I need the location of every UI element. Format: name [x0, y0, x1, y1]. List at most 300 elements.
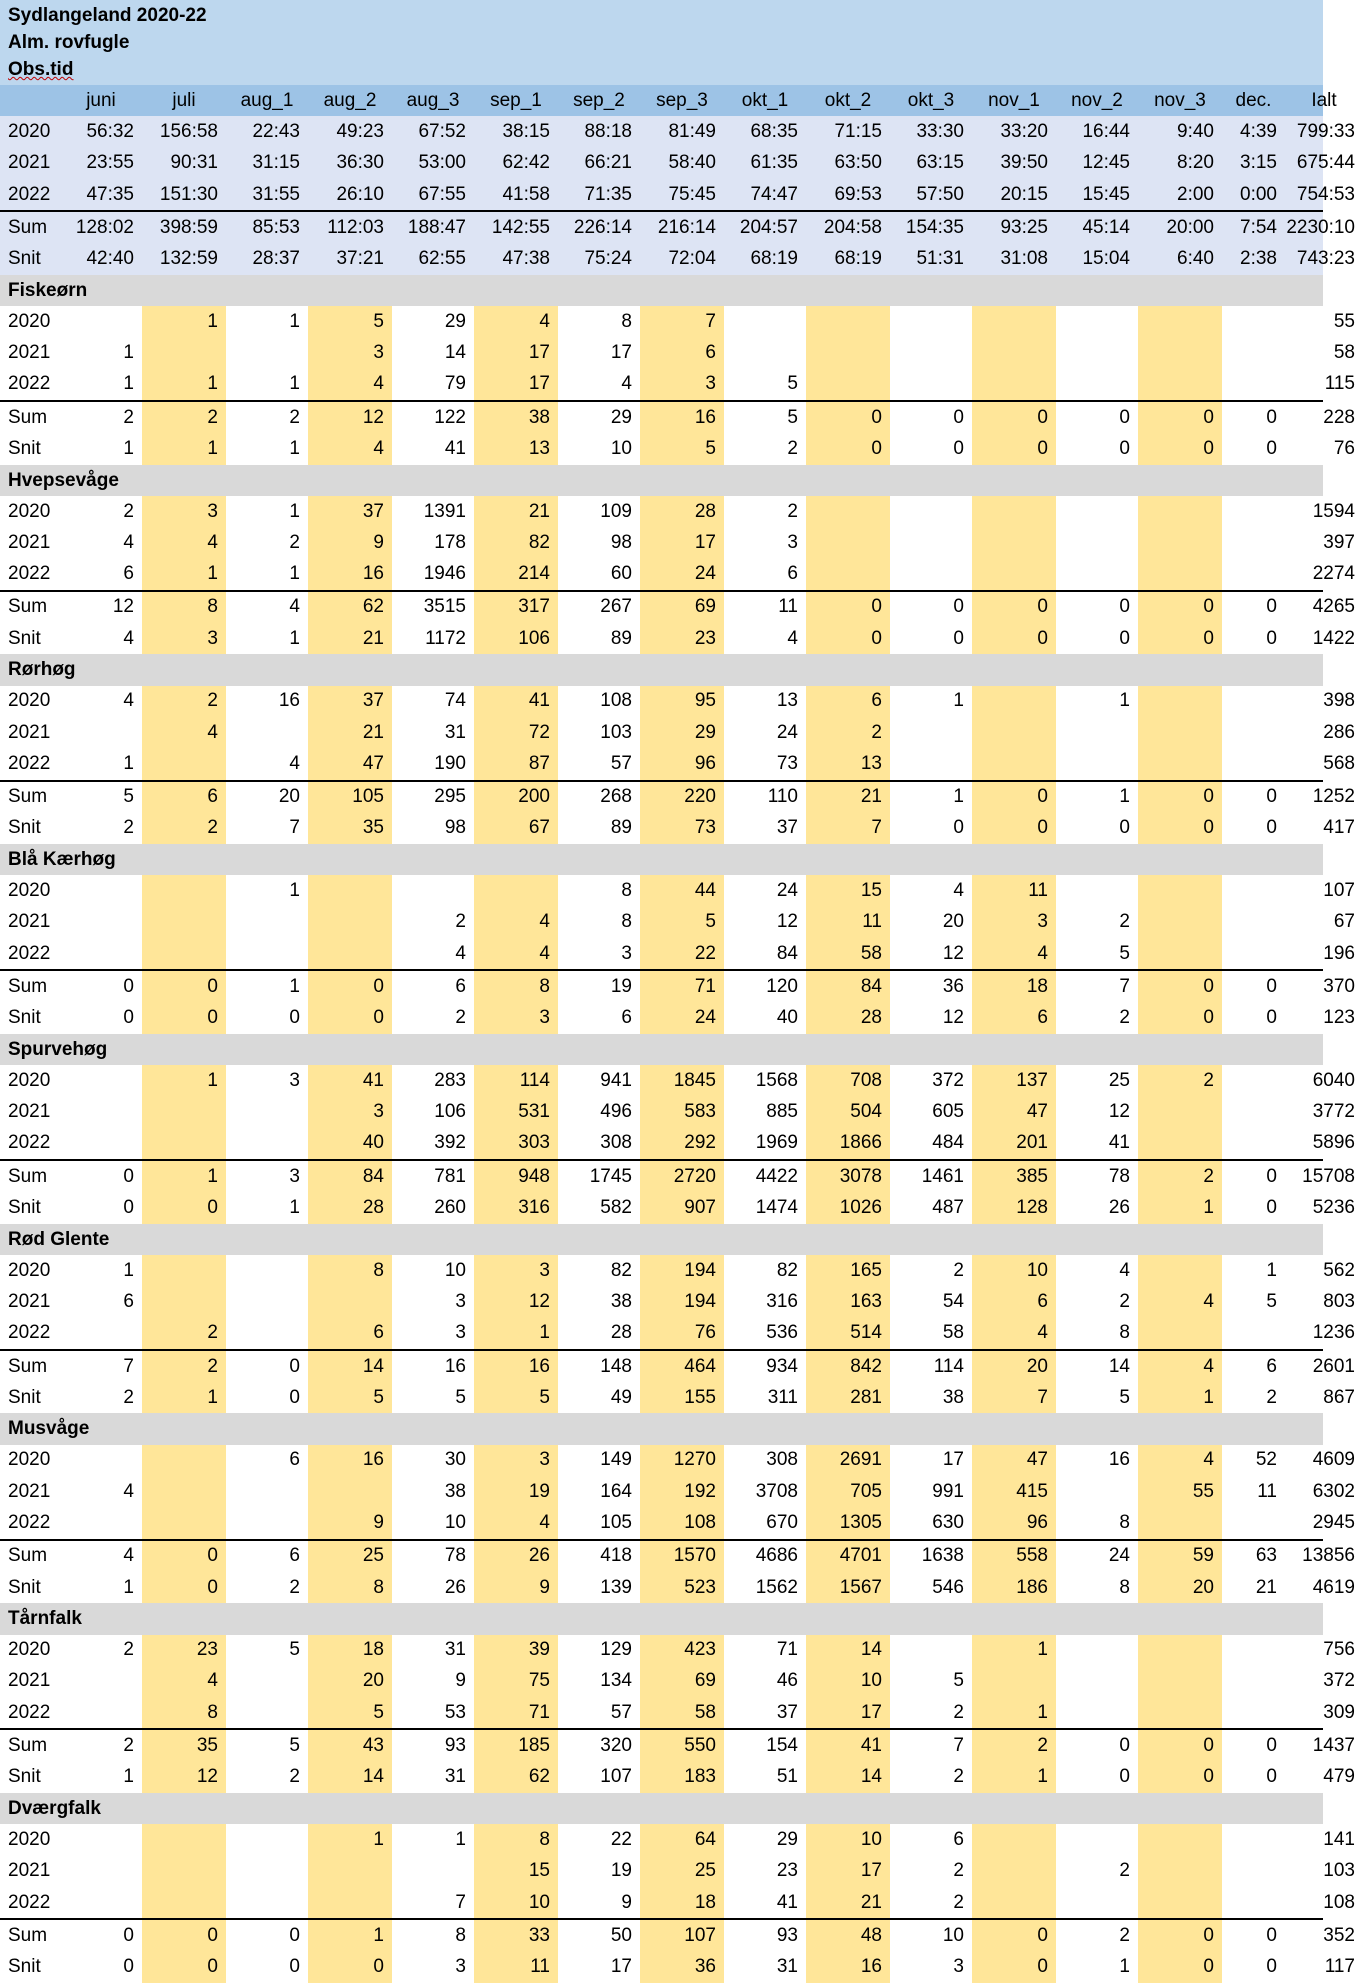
cell-juli [142, 1507, 226, 1538]
cell-aug-2 [308, 938, 392, 969]
cell-ialt: 6040 [1312, 1069, 1355, 1091]
cell-okt-3: 20 [942, 911, 964, 933]
cell-okt-2: 6 [806, 686, 890, 717]
cell-nov-1: 385 [972, 1161, 1056, 1192]
cell-nov-3 [1138, 527, 1222, 558]
cell-sep-1: 317 [474, 592, 558, 623]
cell-aug-2: 16 [308, 558, 392, 589]
cell-ialt: 15708 [1302, 1165, 1355, 1187]
cell-nov-2 [1056, 337, 1138, 368]
cell-aug-3: 260 [434, 1197, 466, 1219]
cell-juni: 1 [123, 752, 134, 774]
cell-sep-3: 1845 [640, 1065, 724, 1096]
cell-juni: 0 [123, 1956, 134, 1978]
cell-aug-3: 3 [455, 1290, 466, 1312]
cell-okt-2: 69:53 [834, 183, 882, 205]
cell-aug-3: 178 [434, 531, 466, 553]
row-label: 2022 [8, 183, 51, 205]
species-row-2022 [0, 1887, 1355, 1918]
cell-ialt: 5896 [1312, 1132, 1355, 1154]
cell-nov-2: 8 [1119, 1512, 1130, 1533]
cell-aug-2: 4 [308, 433, 392, 464]
cell-aug-1: 31:15 [252, 152, 300, 174]
cell-okt-3: 54 [942, 1290, 964, 1312]
cell-sep-3: 155 [640, 1382, 724, 1413]
row-label: 2021 [8, 152, 51, 174]
cell-aug-2: 5 [308, 1382, 392, 1413]
species-heading: Hvepsevåge [0, 465, 1323, 496]
cell-juli: 2 [142, 813, 226, 844]
row-label: 2020 [8, 500, 51, 522]
row-label: 2020 [8, 1259, 51, 1281]
cell-okt-2 [806, 558, 890, 589]
cell-nov-3: 0 [1138, 1952, 1222, 1983]
cell-sep-3: 1270 [640, 1445, 724, 1476]
cell-aug-2 [308, 1856, 392, 1887]
cell-ialt: 107 [1323, 880, 1355, 902]
cell-nov-2: 12 [1108, 1101, 1130, 1123]
cell-aug-2: 37 [308, 496, 392, 527]
cell-juni: 4 [123, 1480, 134, 1502]
cell-nov-2 [1056, 1697, 1138, 1728]
cell-aug-1: 1 [289, 437, 300, 459]
cell-okt-3: 2 [953, 1891, 964, 1913]
cell-okt-3: 0 [953, 406, 964, 428]
species-heading: Rørhøg [0, 654, 1323, 685]
cell-okt-3: 484 [932, 1132, 964, 1154]
cell-sep-2: 98 [610, 531, 632, 553]
cell-ialt: 398 [1323, 690, 1355, 712]
cell-aug-1 [226, 1476, 308, 1507]
cell-aug-3: 29 [444, 310, 466, 332]
cell-okt-2: 842 [806, 1351, 890, 1382]
cell-juni: 42:40 [86, 248, 134, 270]
cell-okt-1: 2 [787, 437, 798, 459]
species-row-2021 [0, 907, 1355, 938]
cell-aug-2: 84 [308, 1161, 392, 1192]
cell-okt-3: 12 [942, 1007, 964, 1029]
cell-sep-1: 67 [474, 813, 558, 844]
cell-nov-3 [1138, 686, 1222, 717]
row-label: Sum [8, 1355, 48, 1377]
cell-sep-2: 1745 [589, 1165, 632, 1187]
cell-okt-2: 1866 [806, 1128, 890, 1159]
cell-ialt: 756 [1323, 1639, 1355, 1661]
cell-okt-2: 17 [806, 1697, 890, 1728]
row-label: 2022 [8, 1701, 51, 1723]
cell-nov-3 [1138, 1097, 1222, 1128]
cell-nov-3: 0 [1138, 592, 1222, 623]
cell-sep-2: 82 [610, 1259, 632, 1281]
cell-sep-2: 308 [600, 1132, 632, 1154]
cell-nov-3: 2 [1138, 1065, 1222, 1096]
cell-okt-1: 6 [787, 563, 798, 585]
cell-okt-3 [890, 496, 972, 527]
cell-aug-2: 4 [308, 369, 392, 400]
cell-dec-: 0 [1266, 786, 1277, 808]
cell-okt-1: 934 [766, 1355, 798, 1377]
cell-okt-2: 84 [806, 971, 890, 1002]
cell-nov-3: 55 [1138, 1476, 1222, 1507]
row-label: 2020 [8, 1828, 51, 1850]
cell-aug-1 [226, 1255, 308, 1286]
cell-nov-1: 0 [972, 1920, 1056, 1951]
cell-nov-2: 0 [1119, 1735, 1130, 1757]
cell-okt-3: 1 [953, 690, 964, 712]
cell-sep-3: 58:40 [668, 152, 716, 174]
cell-aug-2: 3 [308, 337, 392, 368]
cell-sep-3: 292 [640, 1128, 724, 1159]
cell-nov-1 [972, 306, 1056, 337]
species-row-2021 [0, 337, 1355, 368]
cell-ialt: 352 [1323, 1924, 1355, 1946]
cell-aug-1 [226, 1286, 308, 1317]
cell-juli [142, 1286, 226, 1317]
cell-juli [142, 337, 226, 368]
row-label: Snit [8, 248, 41, 270]
cell-okt-1: 61:35 [750, 152, 798, 174]
cell-ialt: 108 [1323, 1891, 1355, 1913]
cell-juni [60, 1097, 142, 1128]
cell-okt-1: 41 [776, 1891, 798, 1913]
cell-nov-3 [1138, 717, 1222, 748]
cell-okt-2 [806, 306, 890, 337]
cell-aug-3 [392, 1856, 474, 1887]
species-row-sum [0, 1918, 1355, 1951]
row-label: 2021 [8, 721, 51, 743]
cell-nov-2 [1056, 527, 1138, 558]
cell-aug-1 [226, 1856, 308, 1887]
cell-sep-1: 41:58 [502, 183, 550, 205]
cell-aug-1: 1 [289, 975, 300, 997]
cell-sep-1: 531 [474, 1097, 558, 1128]
cell-juni [60, 1887, 142, 1918]
cell-ialt: 2230:10 [1286, 216, 1355, 238]
cell-sep-3: 44 [640, 875, 724, 906]
species-heading: Tårnfalk [0, 1603, 1323, 1634]
cell-juni: 1 [123, 1766, 134, 1788]
cell-juli: 6 [142, 782, 226, 813]
cell-juli: 1 [142, 1382, 226, 1413]
cell-sep-3: 69 [640, 592, 724, 623]
cell-ialt: 417 [1323, 817, 1355, 839]
cell-okt-2: 514 [806, 1318, 890, 1349]
cell-aug-3: 3 [455, 1322, 466, 1344]
cell-sep-1: 21 [474, 496, 558, 527]
species-row-2021 [0, 1666, 1355, 1697]
cell-dec- [1222, 1824, 1285, 1855]
cell-aug-1 [226, 1128, 308, 1159]
cell-aug-2 [308, 1887, 392, 1918]
cell-nov-1: 10 [972, 1255, 1056, 1286]
cell-aug-3: 74 [444, 690, 466, 712]
cell-ialt: 117 [1324, 1956, 1355, 1978]
cell-juli [142, 1824, 226, 1855]
cell-sep-1: 1 [474, 1318, 558, 1349]
row-label: Sum [8, 1735, 48, 1757]
cell-nov-3 [1138, 907, 1222, 938]
cell-aug-1 [226, 717, 308, 748]
cell-dec- [1222, 1697, 1285, 1728]
cell-okt-2: 63:50 [834, 152, 882, 174]
row-label: 2022 [8, 752, 51, 774]
species-row-sum [0, 590, 1355, 623]
cell-okt-2: 4701 [806, 1541, 890, 1572]
cell-okt-1: 110 [767, 786, 798, 808]
cell-dec-: 0 [1266, 1956, 1277, 1978]
row-label: 2021 [8, 1480, 51, 1502]
species-row-2021 [0, 1286, 1355, 1317]
cell-nov-3 [1138, 1255, 1222, 1286]
cell-nov-1: 3 [972, 907, 1056, 938]
cell-aug-2: 20 [308, 1666, 392, 1697]
cell-sep-2: 60 [610, 563, 632, 585]
cell-ialt: 309 [1323, 1701, 1355, 1723]
cell-juli: 1 [142, 306, 226, 337]
cell-nov-3 [1138, 938, 1222, 969]
cell-sep-1 [474, 875, 558, 906]
species-row-sum [0, 1349, 1355, 1382]
cell-sep-3: 550 [640, 1730, 724, 1761]
cell-sep-2: 320 [600, 1735, 632, 1757]
cell-okt-3: 2 [953, 1766, 964, 1788]
cell-dec- [1222, 527, 1285, 558]
cell-aug-3: 31 [444, 1639, 466, 1661]
cell-sep-2: 8 [621, 911, 632, 933]
cell-dec-: 0 [1266, 627, 1277, 649]
cell-juni: 2 [123, 500, 134, 522]
cell-juli [142, 748, 226, 779]
cell-okt-2: 28 [806, 1003, 890, 1034]
cell-okt-1: 24 [776, 721, 798, 743]
cell-juni: 0 [123, 1007, 134, 1029]
cell-ialt: 2945 [1312, 1512, 1355, 1533]
cell-nov-1: 47 [972, 1445, 1056, 1476]
row-label: 2022 [8, 563, 51, 585]
cell-sep-3: 6 [640, 337, 724, 368]
cell-sep-2: 109 [600, 500, 632, 522]
cell-sep-1: 8 [474, 1824, 558, 1855]
species-row-2020 [0, 1635, 1355, 1666]
cell-dec-: 11 [1257, 1480, 1277, 1502]
cell-nov-2 [1056, 306, 1138, 337]
cell-nov-3 [1138, 1887, 1222, 1918]
species-row-snit [0, 1572, 1355, 1603]
cell-sep-2: 164 [600, 1480, 632, 1502]
cell-sep-2: 268 [600, 786, 632, 808]
cell-nov-2: 1 [1119, 1956, 1130, 1978]
cell-sep-3: 18 [640, 1887, 724, 1918]
column-header-juni: juni [86, 89, 116, 111]
cell-juni [60, 1318, 142, 1349]
cell-dec- [1222, 1318, 1285, 1349]
cell-sep-3: 69 [640, 1666, 724, 1697]
cell-nov-3 [1138, 369, 1222, 400]
cell-juli: 1 [142, 558, 226, 589]
cell-nov-3: 2 [1138, 1161, 1222, 1192]
cell-aug-2: 14 [308, 1351, 392, 1382]
cell-aug-2: 40 [308, 1128, 392, 1159]
cell-sep-3: 2720 [640, 1161, 724, 1192]
cell-sep-1: 39 [474, 1635, 558, 1666]
cell-aug-2: 21 [308, 623, 392, 654]
cell-okt-1: 4686 [755, 1545, 798, 1567]
cell-aug-3: 67:55 [418, 183, 466, 205]
cell-aug-3: 8 [455, 1924, 466, 1946]
cell-juni: 0 [123, 1165, 134, 1187]
cell-juni [60, 907, 142, 938]
cell-juli: 0 [142, 1920, 226, 1951]
cell-okt-3: 33:30 [916, 120, 964, 142]
cell-dec-: 2 [1266, 1386, 1277, 1408]
cell-dec-: 2:38 [1240, 248, 1277, 270]
cell-sep-3: 72:04 [668, 248, 716, 270]
cell-okt-3: 372 [932, 1069, 964, 1091]
cell-okt-2: 17 [806, 1856, 890, 1887]
cell-sep-2: 941 [600, 1069, 632, 1091]
cell-dec- [1222, 1887, 1285, 1918]
cell-nov-2: 25 [1108, 1069, 1130, 1091]
cell-sep-3: 58 [640, 1697, 724, 1728]
cell-dec- [1222, 1097, 1285, 1128]
cell-okt-3 [890, 527, 972, 558]
cell-ialt: 867 [1323, 1386, 1355, 1408]
cell-aug-1: 1 [289, 880, 300, 902]
cell-nov-3 [1138, 1507, 1222, 1538]
cell-dec-: 6 [1266, 1355, 1277, 1377]
cell-dec-: 0 [1266, 1766, 1277, 1788]
observation-time-table [0, 116, 1355, 274]
cell-sep-1: 71 [474, 1697, 558, 1728]
cell-sep-1: 9 [474, 1572, 558, 1603]
species-row-sum [0, 1728, 1355, 1761]
cell-sep-1: 82 [474, 527, 558, 558]
cell-juli: 8 [142, 1697, 226, 1728]
column-header-sep-3: sep_3 [656, 89, 708, 111]
cell-aug-3: 93 [444, 1735, 466, 1757]
cell-sep-1: 106 [474, 623, 558, 654]
cell-aug-1 [226, 1318, 308, 1349]
obs-row-2020 [0, 116, 1355, 147]
species-row-2022 [0, 1318, 1355, 1349]
species-row-snit [0, 623, 1355, 654]
cell-nov-1 [972, 1887, 1056, 1918]
cell-aug-1: 1 [289, 500, 300, 522]
cell-juni [60, 717, 142, 748]
cell-aug-2: 8 [308, 1255, 392, 1286]
cell-okt-2: 41 [806, 1730, 890, 1761]
cell-nov-1: 31:08 [1000, 248, 1048, 270]
cell-juli: 1 [142, 433, 226, 464]
cell-juni: 47:35 [86, 183, 134, 205]
cell-nov-3: 0 [1138, 1762, 1222, 1793]
cell-aug-3: 62:55 [418, 248, 466, 270]
cell-nov-3: 0 [1138, 971, 1222, 1002]
cell-dec-: 0 [1266, 1007, 1277, 1029]
cell-ialt: 67 [1333, 911, 1355, 933]
cell-juni [60, 1445, 142, 1476]
cell-juli: 12 [142, 1762, 226, 1793]
cell-aug-3: 5 [455, 1386, 466, 1408]
cell-aug-2: 35 [308, 813, 392, 844]
cell-aug-1: 85:53 [252, 216, 300, 238]
cell-sep-2: 149 [600, 1449, 632, 1471]
cell-nov-2: 15:45 [1082, 183, 1130, 205]
cell-nov-1: 0 [972, 1952, 1056, 1983]
cell-nov-1: 6 [972, 1003, 1056, 1034]
cell-juni [60, 1128, 142, 1159]
cell-juni: 4 [123, 690, 134, 712]
cell-aug-3: 3 [455, 1956, 466, 1978]
cell-aug-3: 1946 [423, 563, 466, 585]
cell-okt-2: 2 [806, 717, 890, 748]
cell-dec-: 52 [1255, 1449, 1277, 1471]
cell-juni: 2 [123, 1386, 134, 1408]
cell-okt-3: 546 [932, 1576, 964, 1598]
cell-aug-1: 0 [289, 1355, 300, 1377]
cell-sep-2: 19 [610, 1860, 632, 1882]
cell-aug-2: 3 [308, 1097, 392, 1128]
column-header-blank [0, 85, 60, 116]
row-label: 2022 [8, 1512, 51, 1533]
cell-sep-2: 148 [600, 1355, 632, 1377]
cell-okt-2: 705 [806, 1476, 890, 1507]
cell-aug-1: 2 [289, 1766, 300, 1788]
cell-nov-1: 11 [972, 875, 1056, 906]
cell-okt-2: 1305 [806, 1507, 890, 1538]
cell-okt-1: 23 [776, 1860, 798, 1882]
cell-sep-2: 103 [600, 721, 632, 743]
cell-nov-2: 0 [1119, 627, 1130, 649]
cell-dec- [1222, 1065, 1285, 1096]
sheet-subtitle: Alm. rovfugle [8, 32, 130, 53]
cell-aug-1: 20 [278, 786, 300, 808]
cell-okt-2: 281 [806, 1382, 890, 1413]
cell-juni: 5 [123, 786, 134, 808]
cell-sep-1: 38:15 [502, 120, 550, 142]
cell-nov-3: 8:20 [1177, 152, 1214, 174]
cell-okt-3: 12 [942, 942, 964, 964]
cell-sep-3: 5 [640, 907, 724, 938]
cell-okt-1: 74:47 [750, 183, 798, 205]
species-row-2021 [0, 1856, 1355, 1887]
cell-okt-1: 1474 [755, 1197, 798, 1219]
cell-sep-3: 81:49 [668, 120, 716, 142]
cell-nov-1: 0 [972, 623, 1056, 654]
cell-aug-2: 62 [308, 592, 392, 623]
cell-nov-1: 0 [972, 782, 1056, 813]
cell-nov-3: 0 [1138, 433, 1222, 464]
cell-nov-1 [972, 686, 1056, 717]
cell-juni: 7 [123, 1355, 134, 1377]
cell-sep-1: 8 [474, 971, 558, 1002]
cell-sep-2: 267 [600, 596, 632, 618]
cell-okt-2: 3078 [806, 1161, 890, 1192]
row-label: 2022 [8, 1322, 51, 1344]
cell-aug-1: 0 [289, 1386, 300, 1408]
cell-ialt: 397 [1323, 531, 1355, 553]
cell-nov-1: 18 [972, 971, 1056, 1002]
cell-aug-2: 26:10 [336, 183, 384, 205]
cell-aug-3: 106 [434, 1101, 466, 1123]
species-heading: Blå Kærhøg [0, 844, 1323, 875]
row-label: Snit [8, 437, 41, 459]
row-label: 2022 [8, 1891, 51, 1913]
column-header-nov-1: nov_1 [988, 89, 1040, 111]
cell-sep-1: 4 [474, 907, 558, 938]
species-row-2020 [0, 1445, 1355, 1476]
cell-okt-1: 3708 [755, 1480, 798, 1502]
